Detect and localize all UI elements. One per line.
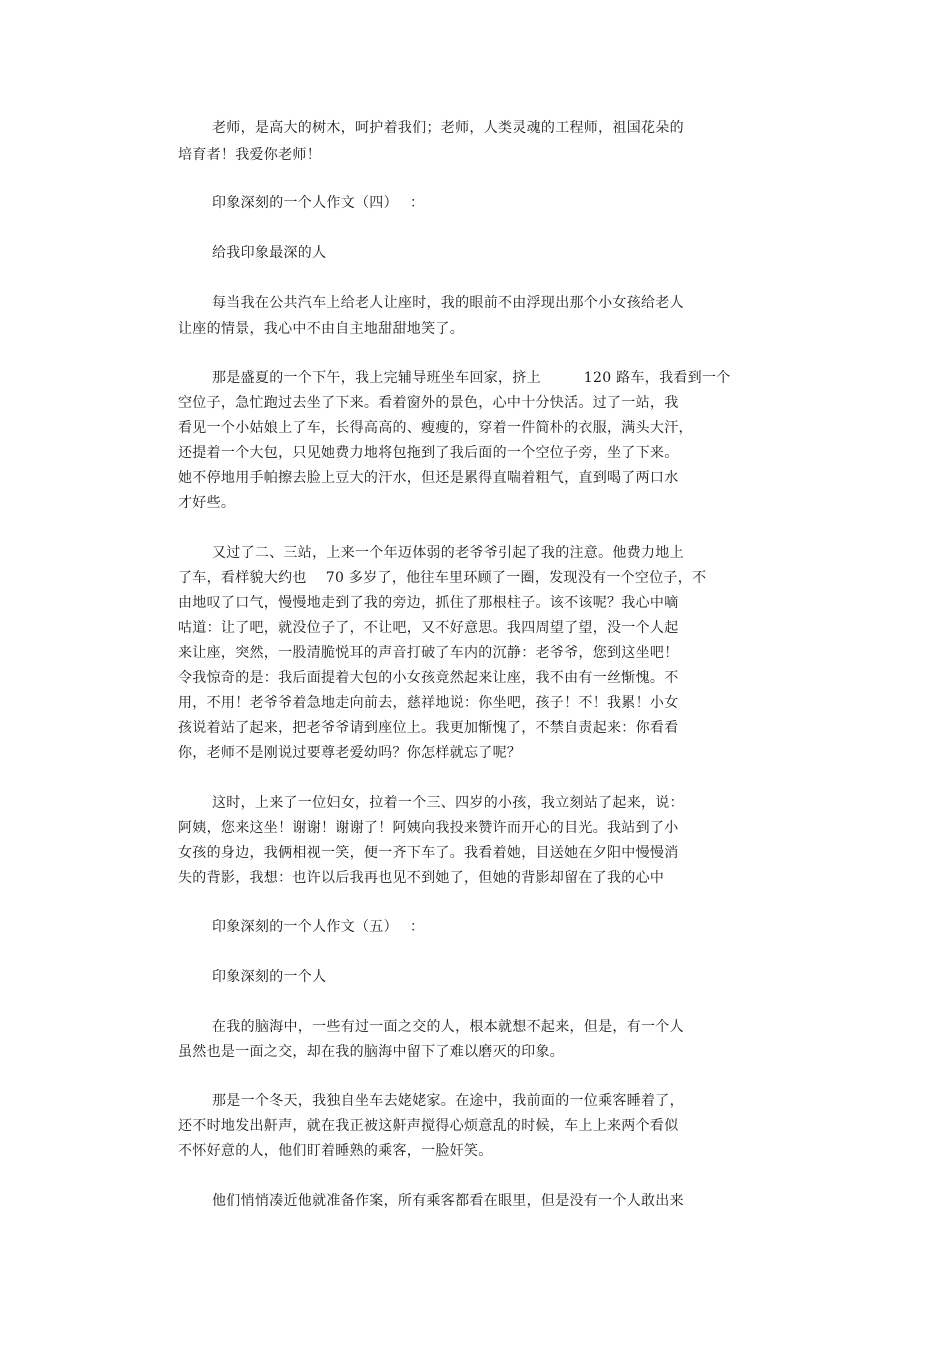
text-line: 空位子，急忙跑过去坐了下来。看着窗外的景色，心中十分快活。过了一站，我: [178, 395, 679, 411]
text-line: 咕道：让了吧，就没位子了，不让吧，又不好意思。我四周望了望，没一个人起: [178, 620, 679, 636]
text-line: 女孩的身边，我俩相视一笑，便一齐下车了。我看着她，目送她在夕阳中慢慢消: [178, 845, 679, 861]
text-line: 每当我在公共汽车上给老人让座时，我的眼前不由浮现出那个小女孩给老人: [212, 295, 684, 311]
text-line: 来让座，突然，一股清脆悦耳的声音打破了车内的沉静：老爷爷，您到这坐吧！: [178, 645, 679, 661]
section-heading: 印象深刻的一个人作文（五） ：: [212, 919, 425, 935]
section-heading: 印象深刻的一个人作文（四） ：: [212, 195, 425, 211]
text-line: 还不时地发出鼾声，就在我正被这鼾声搅得心烦意乱的时候，车上上来两个看似: [178, 1118, 679, 1134]
text-line: 了车，看样貌大约也 70 多岁了，他往车里环顾了一圈，发现没有一个空位子，不: [178, 570, 707, 586]
text-line: 那是一个冬天，我独自坐车去姥姥家。在途中，我前面的一位乘客睡着了，: [212, 1093, 684, 1109]
text-line: 由地叹了口气，慢慢地走到了我的旁边，抓住了那根柱子。该不该呢？我心中嘀: [178, 595, 679, 611]
text-line: 这时，上来了一位妇女，拉着一个三、四岁的小孩，我立刻站了起来，说：: [212, 795, 684, 811]
text-line: 看见一个小姑娘上了车，长得高高的、瘦瘦的，穿着一件简朴的衣服，满头大汗，: [178, 420, 693, 436]
text-line: 又过了二、三站，上来一个年迈体弱的老爷爷引起了我的注意。他费力地上: [212, 545, 684, 561]
essay-title: 印象深刻的一个人: [212, 969, 327, 985]
text-line: 失的背影，我想：也许以后我再也见不到她了，但她的背影却留在了我的心中: [178, 870, 665, 886]
text-line: 你，老师不是刚说过要尊老爱幼吗？你怎样就忘了呢？: [178, 745, 522, 761]
text-line: 才好些。: [178, 495, 236, 511]
text-line: 令我惊奇的是：我后面提着大包的小女孩竟然起来让座，我不由有一丝惭愧。不: [178, 670, 679, 686]
text-line: 虽然也是一面之交，却在我的脑海中留下了难以磨灭的印象。: [178, 1044, 565, 1060]
text-line: 孩说着站了起来，把老爷爷请到座位上。我更加惭愧了，不禁自责起来：你看看: [178, 720, 679, 736]
text-line: 用，不用！老爷爷着急地走向前去，慈祥地说：你坐吧，孩子！不！我累！小女: [178, 695, 679, 711]
text-line: 培育者！我爱你老师！: [178, 147, 321, 163]
text-line: 她不停地用手帕擦去脸上豆大的汗水，但还是累得直喘着粗气，直到喝了两口水: [178, 470, 679, 486]
text-line: 不怀好意的人，他们盯着睡熟的乘客，一脸奸笑。: [178, 1143, 493, 1159]
text-line: 他们悄悄凑近他就准备作案，所有乘客都看在眼里，但是没有一个人敢出来: [212, 1193, 684, 1209]
text-line: 在我的脑海中，一些有过一面之交的人，根本就想不起来，但是，有一个人: [212, 1019, 684, 1035]
text-line: 老师，是高大的树木，呵护着我们；老师，人类灵魂的工程师，祖国花朵的: [212, 120, 684, 136]
text-line: 让座的情景，我心中不由自主地甜甜地笑了。: [178, 321, 464, 337]
text-line: 阿姨，您来这坐！谢谢！谢谢了！阿姨向我投来赞许而开心的目光。我站到了小: [178, 820, 679, 836]
essay-title: 给我印象最深的人: [212, 245, 327, 261]
text-line: 还提着一个大包，只见她费力地将包拖到了我后面的一个空位子旁，坐了下来。: [178, 445, 679, 461]
text-line: 那是盛夏的一个下午，我上完辅导班坐车回家，挤上 120 路车，我看到一个: [212, 370, 731, 386]
